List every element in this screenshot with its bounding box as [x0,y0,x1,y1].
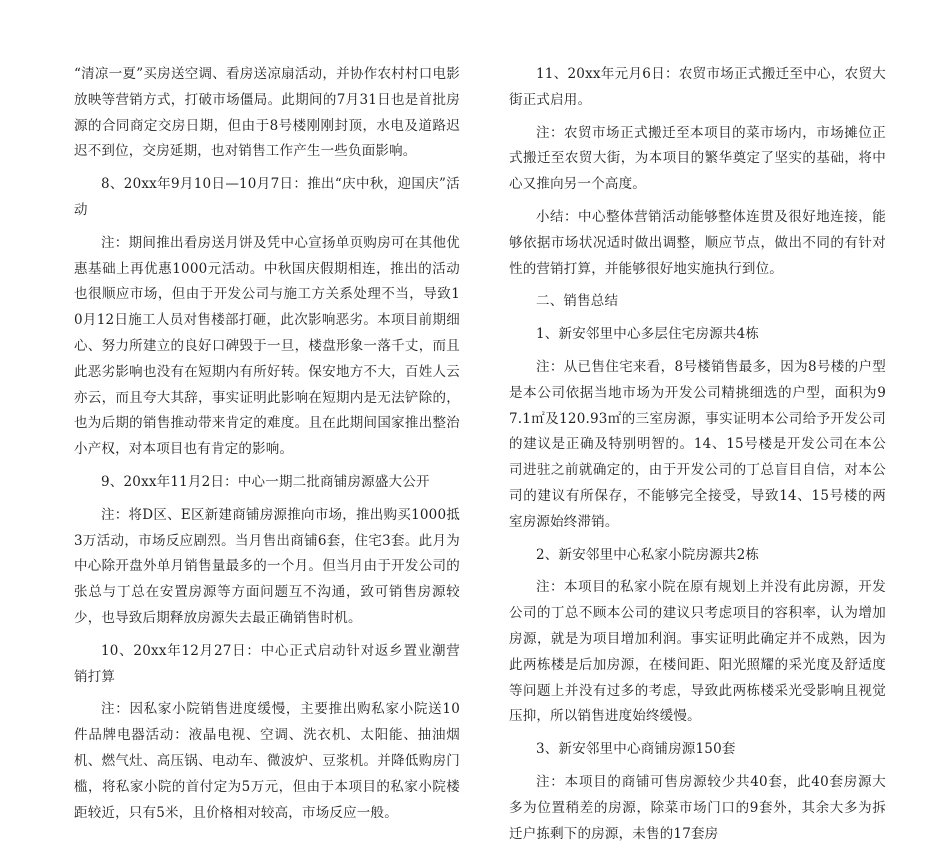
paragraph: 注：因私家小院销售进度缓慢，主要推出购私家小院送10件品牌电器活动：液晶电视、空调、洗衣机、太阳能、抽油烟机、燃气灶、高压锅、电动车、微波炉、豆浆机。并降低购房门槛，将私家小院的首付定为5万元，但由于本项目的私家小院楼距较近，只有5米，且价格相对较高，市场反应一般。 [74,701,460,821]
paragraph: 9、20xx年11月2日：中心一期二批商铺房源盛大公开 [101,473,430,490]
section-heading: 二、销售总结 [536,293,619,310]
paragraph: 注：本项目的私家小院在原有规划上并没有此房源，开发公司的丁总不顾本公司的建议只考虑项目的容积率，认为增加房源，就是为项目增加利润。事实证明此确定并不成熟，因为此两栋楼是后加房源，在楼间距、阳光照耀的采光度及舒适度等问题上并没有过多的考虑，导致此两栋楼采光受影响且视觉压抑，所以销售进度始终缓慢。 [509,579,886,725]
paragraph: 小结：中心整体营销活动能够整体连贯及很好地连接，能够依据市场状况适时做出调整，顺应节点，做出不同的有针对性的营销打算，并能够很好地实施执行到位。 [509,208,886,277]
left-column [74,62,460,833]
paragraph: 注：本项目的商铺可售房源较少共40套，此40套房源大多为位置稍差的房源，除菜市场门口的9套外，其余大多为拆迁户拣剩下的房源，未售的17套房 [509,773,886,842]
paragraph: 2、新安邻里中心私家小院房源共2栋 [536,546,760,563]
paragraph: 注：期间推出看房送月饼及凭中心宣扬单页购房可在其他优惠基础上再优惠1000元活动。中秋国庆假期相连，推出的活动也很顺应市场，但由于开发公司与施工方关系处理不当，导致10月12日施工人员对售楼部打砸，此次影响恶劣。本项目前期细心、努力所建立的良好口碑毁于一旦，楼盘形象一落千丈，而且此恶劣影响也没有在短期内有所好转。保安地方不大，百姓人云亦云，而且夸大其辞，事实证明此影响在短期内是无法铲除的，也为后期的销售推动带来肯定的难度。且在此期间国家推出整治小产权，对本项目也有肯定的影响。 [74,234,460,458]
paragraph: “清凉一夏”买房送空调、看房送凉扇活动，并协作农村村口电影放映等营销方式，打破市场僵局。此期间的7月31日也是首批房源的合同商定交房日期，但由于8号楼刚刚封顶，水电及道路迟迟不到位，交房延期，也对销售工作产生一些负面影响。 [74,66,460,160]
paragraph: 1、新安邻里中心多层住宅房源共4栋 [536,326,760,343]
paragraph: 3、新安邻里中心商铺房源150套 [536,741,736,758]
paragraph: 11、20xx年元月6日：农贸市场正式搬迁至中心，农贸大街正式启用。 [509,66,886,108]
paragraph: 注：农贸市场正式搬迁至本项目的菜市场内，市场摊位正式搬迁至农贸大街，为本项目的繁华奠定了坚实的基础，将中心又推向另一个高度。 [509,124,886,193]
paragraph: 10、20xx年12月27日：中心正式启动针对返乡置业潮营销打算 [74,642,460,685]
paragraph: 注：将D区、E区新建商铺房源推向市场，推出购买1000抵3万活动，市场反应剧烈。当月售出商铺6套，住宅3套。此月为中心除开盘外单月销售量最多的一个月。但当月由于开发公司的张总与丁总在安置房源等方面问题互不沟通，致可销售房源较少，也导致后期释放房源失去最正确销售时机。 [74,506,460,626]
paragraph: 注：从已售住宅来看，8号楼销售最多，因为8号楼的户型是本公司依据当地市场为开发公司精挑细选的户型，面积为97.1㎡及120.93㎡的三室房源，事实证明本公司给予开发公司的建议是正确及特别明智的。14、15号楼是开发公司在本公司进驻之前就确定的，由于开发公司的丁总盲目自信，对本公司的建议有所保存，不能够完全接受，导致14、15号楼的两室房源始终滞销。 [509,358,886,530]
paragraph: 8、20xx年9月10日—10月7日：推出“庆中秋，迎国庆”活动 [74,176,460,218]
right-column [509,62,886,854]
